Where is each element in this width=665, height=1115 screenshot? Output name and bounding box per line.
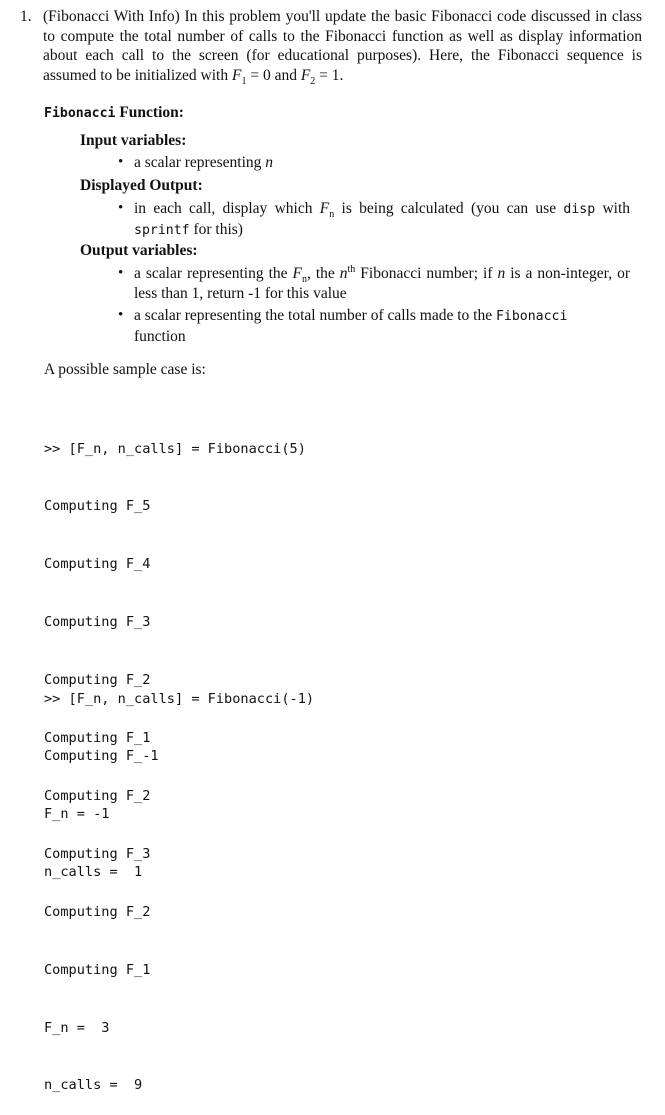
output-variable-item-2: [118, 306, 630, 346]
function-name: Fibonacci: [44, 106, 116, 121]
code-line: n_calls = 1: [44, 864, 143, 881]
code-disp: disp: [563, 202, 596, 217]
input-variables-heading: Input variables:: [80, 132, 187, 149]
fn-subscript: n: [329, 209, 335, 221]
code-line: >> [F_n, n_calls] = Fibonacci(-1): [44, 690, 315, 707]
code-line: Computing F_5: [44, 498, 151, 515]
f1-symbol: F: [231, 66, 242, 84]
displayed-output-item: [118, 199, 630, 240]
problem-title: (Fibonacci With Info): [43, 8, 180, 25]
input-item-var: n: [265, 154, 274, 171]
code-sprintf: sprintf: [134, 222, 190, 238]
problem-statement: [20, 7, 642, 85]
code-fibonacci: Fibonacci: [495, 309, 568, 324]
code-line: Computing F_3: [44, 845, 151, 862]
f1-value: = 0 and: [246, 66, 301, 84]
displayed-text-d: for this): [189, 220, 243, 238]
function-heading: [44, 104, 184, 122]
output1-text-d: is a non-integer, or less than 1, return -1 for this value: [134, 265, 630, 302]
input-item-text: a scalar representing: [134, 154, 266, 171]
f2-symbol: F: [300, 66, 311, 84]
output-variable-item-1: [118, 264, 630, 303]
code-line: Computing F_2: [44, 903, 151, 920]
code-line: Computing F_4: [44, 556, 151, 573]
fn-symbol: F: [319, 200, 330, 217]
output2-text-a: a scalar representing the total number of calls made to the: [134, 307, 496, 324]
code-line: n_calls = 9: [44, 1077, 143, 1094]
function-label: Function:: [115, 104, 184, 121]
code-line: Computing F_3: [44, 614, 151, 631]
output-variables-heading: Output variables:: [80, 242, 198, 259]
f2-value: = 1.: [315, 66, 344, 84]
displayed-text-a: in each call, display which: [134, 200, 320, 217]
n-symbol: n: [497, 265, 506, 282]
code-line: F_n = 3: [44, 1019, 110, 1036]
displayed-output-heading: Displayed Output:: [80, 177, 203, 194]
code-line: Computing F_-1: [44, 748, 159, 765]
displayed-text-c: with: [595, 200, 630, 217]
code-line: >> [F_n, n_calls] = Fibonacci(5): [44, 440, 306, 457]
output2-text-b: function: [134, 327, 186, 345]
fn-subscript: n: [301, 274, 307, 286]
code-line: Computing F_1: [44, 961, 151, 978]
f2-subscript: 2: [310, 75, 316, 87]
sample-intro: A possible sample case is:: [44, 361, 206, 378]
displayed-text-b: is being calculated (you can use: [334, 200, 564, 217]
sample-case-2: [44, 651, 314, 902]
bullet-icon: •: [118, 200, 124, 216]
code-line: Computing F_2: [44, 672, 151, 689]
code-line: F_n = -1: [44, 806, 110, 823]
bullet-icon: •: [118, 265, 124, 281]
problem-number: 1.: [20, 8, 32, 25]
f1-subscript: 1: [241, 75, 247, 87]
fn-symbol: F: [292, 265, 302, 282]
bullet-icon: •: [118, 307, 124, 323]
input-variable-item: [118, 153, 638, 173]
bullet-icon: •: [118, 154, 124, 170]
problem-description: In this problem you'll update the basic Fibonacci code discussed in class to compute the total number of calls to the Fibonacci function as well as display information about each call to the screen (for educational purposes). Here, the Fibonacci sequence is assumed to be initialized with: [43, 8, 642, 84]
output1-text-c: Fibonacci number; if: [355, 265, 498, 282]
code-line: Computing F_2: [44, 787, 151, 804]
th-superscript: th: [347, 263, 356, 275]
n-symbol: n: [339, 265, 348, 282]
code-line: Computing F_1: [44, 730, 151, 747]
output1-text-b: , the: [306, 265, 340, 282]
output1-text-a: a scalar representing the: [134, 265, 293, 282]
